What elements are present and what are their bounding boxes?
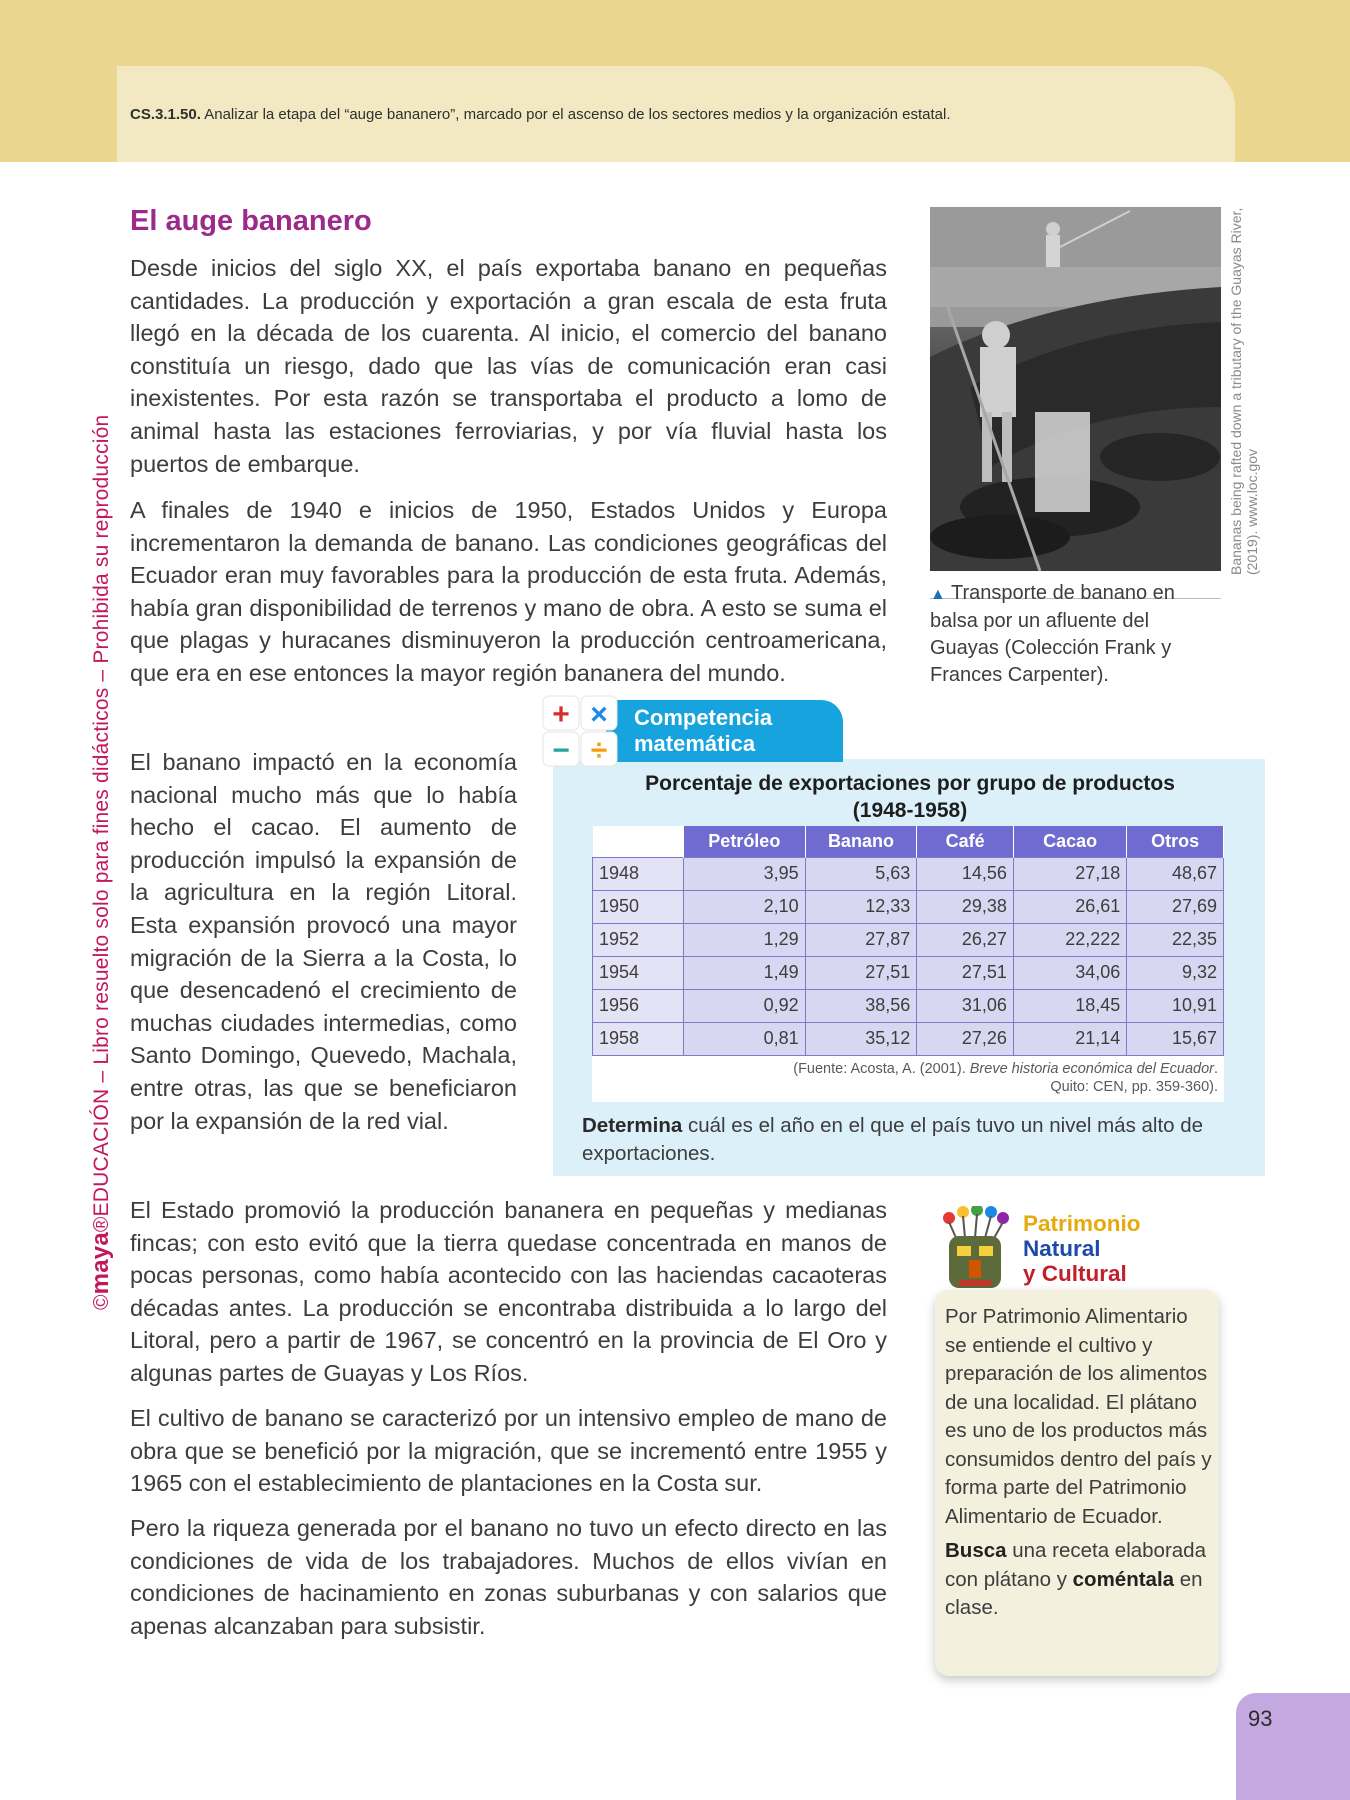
caption-text: Transporte de banano en balsa por un afluente del Guayas (Colección Frank y Frances Carpenter). [930,582,1175,686]
source-book-title: Breve historia económica del Ecuador [969,1060,1214,1077]
table-row [593,1022,1224,1055]
heritage-title-line2: Natural [1023,1236,1101,1261]
caption-marker-icon: ▲ [930,586,946,603]
heritage-task-verb2: coméntala [1072,1567,1175,1591]
value-cell: 2,10 [684,890,806,923]
value-cell: 0,92 [684,989,806,1022]
source-line1 [598,1060,1218,1078]
value-cell: 27,87 [805,923,917,956]
table-row [593,890,1224,923]
side-credit-text: EDUCACIÓN – Libro resuelto solo para fines didácticos – Prohibida su reproducción [90,414,113,1217]
source-prefix: (Fuente: Acosta, A. (2001). [793,1060,970,1077]
table-source [592,1056,1224,1102]
heritage-text [945,1303,1215,1623]
registered-symbol: ® [90,1216,113,1233]
value-cell: 26,61 [1013,890,1126,923]
value-cell: 27,18 [1013,857,1126,890]
year-cell: 1948 [593,857,684,890]
value-cell: 27,69 [1127,890,1224,923]
value-cell: 27,26 [917,1022,1014,1055]
heritage-task [945,1537,1215,1623]
year-cell: 1954 [593,956,684,989]
paragraph-6: Pero la riqueza generada por el banano no tuvo un efecto directo en las condiciones de vida de los trabajadores. Muchos de ellos vivían en condiciones de hacinamiento en zonas suburbanas y con salarios que apenas alcanzaban para subsistir. [130,1515,887,1639]
value-cell: 31,06 [917,989,1014,1022]
value-cell: 29,38 [917,890,1014,923]
multiply-icon: × [590,698,608,731]
copyright-symbol: © [90,1294,113,1310]
exports-data-table [592,826,1224,1056]
plus-icon: + [552,698,570,731]
value-cell: 35,12 [805,1022,917,1055]
column-header: Banano [805,826,917,857]
photo-caption [930,580,1200,689]
value-cell: 10,91 [1127,989,1224,1022]
value-cell: 15,67 [1127,1022,1224,1055]
heritage-task-verb1: Busca [945,1539,1007,1562]
heritage-title-line1: Patrimonio [1023,1211,1141,1236]
value-cell: 12,33 [805,890,917,923]
math-tab-line2: matemática [634,731,756,756]
heritage-body: Por Patrimonio Alimentario se entiende el cultivo y preparación de los alimentos de una localidad. El plátano es uno de los productos más consumidos dentro del país y forma parte del Patrimonio Alimentario de Ecuador. [945,1305,1212,1528]
paragraph-4: El Estado promovió la producción bananera en pequeñas y medianas fincas; con esto evitó que la tierra quedase concentrada en manos de pocas personas, como había acontecido con las haciendas cacaoteras décadas antes. La producción se encontraba distribuida a lo largo del Litoral, pero a partir de 1967, se concentró en la provincia de El Oro y algunas partes de Guayas y Los Ríos. [130,1197,887,1386]
brand-name: maya [87,1232,114,1295]
value-cell: 26,27 [917,923,1014,956]
photo-credit: Bananas being rafted down a tributary of the Guayas River, (2019). www.loc.gov [1228,207,1260,575]
table-title-line2: (1948-1958) [852,799,968,822]
year-cell: 1956 [593,989,684,1022]
table-row [593,857,1224,890]
exports-table [592,826,1224,1102]
column-header: Otros [1127,826,1224,857]
heritage-task-end: en clase. [945,1567,1203,1619]
source-period: . [1213,1060,1218,1077]
paragraph-2: A finales de 1940 e inicios de 1950, Estados Unidos y Europa incrementaron la demanda de banano. Las condiciones geográficas del Ecuador eran muy favorables para la producción de esta fruta. Además, había gran disponibilidad de terrenos y mano de obra. A esto se suma el que plagas y huracanes disminuyeron la producción centroamericana, que era en ese entonces la mayor región bananera del mundo. [130,497,887,686]
year-cell: 1950 [593,890,684,923]
value-cell: 48,67 [1127,857,1224,890]
task-text: cuál es el año en el que el país tuvo un nivel más alto de exportaciones. [582,1114,1204,1165]
value-cell: 22,35 [1127,923,1224,956]
divide-icon: ÷ [590,734,608,767]
value-cell: 9,32 [1127,956,1224,989]
table-row [593,989,1224,1022]
value-cell: 1,29 [684,923,806,956]
math-competence-label [634,705,772,757]
table-header-row [593,826,1224,857]
table-title [600,770,1220,824]
value-cell: 34,06 [1013,956,1126,989]
objective-description: Analizar la etapa del “auge bananero”, marcado por el ascenso de los sectores medios y la organización estatal. [200,106,951,123]
value-cell: 5,63 [805,857,917,890]
table-corner-cell [593,826,684,857]
math-operators-icon [541,692,621,768]
objective-text [130,106,1130,123]
year-cell: 1952 [593,923,684,956]
column-header: Cacao [1013,826,1126,857]
banana-raft-photo [930,207,1221,571]
minus-icon: − [552,734,570,767]
table-row [593,923,1224,956]
heritage-title [1023,1211,1141,1286]
value-cell: 38,56 [805,989,917,1022]
math-tab-line1: Competencia [634,705,773,730]
paragraph-5: El cultivo de banano se caracterizó por un intensivo empleo de mano de obra que se benefició por la migración, que se incrementó entre 1955 y 1965 con el establecimiento de plantaciones en la Costa sur. [130,1405,887,1497]
heritage-title-line3: y Cultural [1023,1261,1127,1286]
page-number: 93 [1248,1706,1273,1731]
value-cell: 21,14 [1013,1022,1126,1055]
section-title: El auge bananero [130,205,372,237]
column-header: Café [917,826,1014,857]
heritage-task-mid: una receta elaborada con plátano y [945,1539,1206,1591]
task-verb: Determina [582,1114,683,1137]
table-title-line1: Porcentaje de exportaciones por grupo de productos [645,772,1175,795]
paragraph-1: Desde inicios del siglo XX, el país exportaba banano en pequeñas cantidades. La producción y exportación a gran escala de esta fruta llegó en la década de los cuarenta. Al inicio, el comercio del banano constituía un riesgo, dado que las vías de comunicación eran casi inexistentes. Por esta razón se transportaba el producto a lomo de animal hasta las estaciones ferroviarias, y por vía fluvial hasta los puertos de embarque. [130,255,887,477]
value-cell: 3,95 [684,857,806,890]
value-cell: 27,51 [805,956,917,989]
column-header: Petróleo [684,826,806,857]
value-cell: 27,51 [917,956,1014,989]
value-cell: 14,56 [917,857,1014,890]
value-cell: 22,222 [1013,923,1126,956]
objective-code: CS.3.1.50. [130,106,201,123]
value-cell: 0,81 [684,1022,806,1055]
table-row [593,956,1224,989]
value-cell: 1,49 [684,956,806,989]
heritage-mask-icon [935,1206,1015,1296]
math-task [582,1112,1232,1168]
value-cell: 18,45 [1013,989,1126,1022]
side-credit [87,414,115,1310]
source-line2: Quito: CEN, pp. 359-360). [1050,1078,1218,1095]
year-cell: 1958 [593,1022,684,1055]
paragraph-3: El banano impactó en la economía nacional mucho más que lo había hecho el cacao. El aumento de producción impulsó la expansión de la agricultura en la región Litoral. Esta expansión provocó una mayor migración de la Sierra a la Costa, lo que desencadenó el crecimiento de muchas ciudades intermedias, como Santo Domingo, Quevedo, Machala, entre otras, las que se beneficiaron por la expansión de la red vial. [130,749,517,1134]
banana-raft-illustration [930,207,1221,571]
